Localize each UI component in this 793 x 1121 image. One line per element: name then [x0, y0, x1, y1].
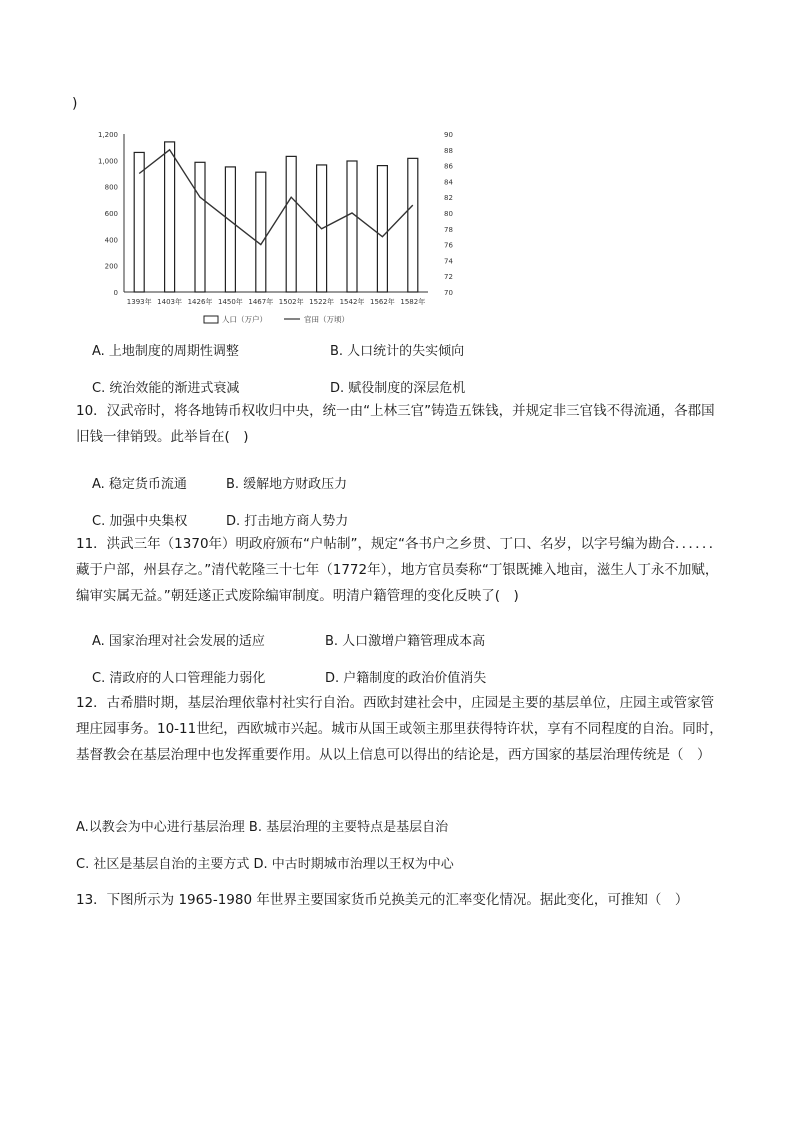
- x-tick-label: 1403年: [157, 298, 183, 306]
- q10-option-b: B. 缓解地方财政压力: [226, 477, 348, 492]
- right-tick-label: 78: [444, 225, 453, 234]
- x-tick-label: 1562年: [369, 298, 395, 306]
- population-bar: [165, 142, 175, 292]
- q11-stem: 11．洪武三年（1370年）明政府颁布“户帖制”，规定“各书户之乡贯、丁口、名岁，以字号编为勘合．．．．．．藏于户部，州县存之。”清代乾隆三十七年（1772年），地方官员奏称“丁银既摊入地亩，滋生人丁永不加赋，编审实属无益。”朝廷遂正式废除编审制度。明清户籍管理的变化反映了( ): [76, 536, 723, 604]
- population-bar: [347, 161, 357, 292]
- x-tick-label: 1542年: [339, 298, 365, 306]
- population-bar: [286, 156, 296, 292]
- right-tick-label: 72: [444, 273, 453, 282]
- legend-population-label: 人口（万户）: [222, 315, 267, 324]
- q9-option-b: B. 人口统计的失实倾向: [330, 344, 465, 359]
- left-tick-label: 400: [104, 236, 118, 245]
- q10-option-c: C. 加强中央集权: [92, 514, 188, 529]
- left-tick-label: 1,200: [97, 131, 118, 139]
- legend-land-label: 官田（万顷）: [304, 315, 349, 324]
- official-land-line: [139, 150, 413, 245]
- q12-options-ab: A.以教会为中心进行基层治理 B. 基层治理的主要特点是基层自治: [76, 820, 449, 835]
- q9-option-d: D. 赋役制度的深层危机: [330, 381, 466, 396]
- q13-stem: 13．下图所示为 1965-1980 年世界主要国家货币兑换美元的汇率变化情况。据此变化，可推知（ ）: [76, 892, 689, 908]
- left-tick-label: 1,000: [97, 157, 118, 166]
- x-tick-label: 1426年: [187, 298, 213, 306]
- right-tick-label: 70: [444, 289, 453, 297]
- q12-stem: 12．古希腊时期，基层治理依靠村社实行自治。西欧封建社会中，庄园是主要的基层单位，庄园主或管家管理庄园事务。10-11世纪，西欧城市兴起。城市从国王或领主那里获得特许状，享有不同程度的自治。同时，基督教会在基层治理中也发挥重要作用。从以上信息可以得出的结论是，西方国家的基层治理传统是（ ）: [76, 695, 723, 763]
- fragment-paren: ): [72, 96, 78, 112]
- left-tick-label: 0: [113, 289, 118, 297]
- right-tick-label: 86: [444, 162, 453, 171]
- right-tick-label: 90: [444, 131, 453, 139]
- population-bar: [225, 167, 235, 292]
- right-tick-label: 76: [444, 241, 453, 250]
- x-tick-label: 1467年: [248, 298, 274, 306]
- right-tick-label: 88: [444, 146, 453, 155]
- q11-option-c: C. 清政府的人口管理能力弱化: [92, 671, 266, 686]
- q11-option-d: D. 户籍制度的政治价值消失: [325, 671, 487, 686]
- q12-options-cd: C. 社区是基层自治的主要方式 D. 中古时期城市治理以王权为中心: [76, 857, 454, 872]
- q9-option-a: A. 上地制度的周期性调整: [92, 344, 239, 359]
- right-tick-label: 74: [444, 257, 453, 266]
- x-tick-label: 1393年: [126, 298, 152, 306]
- q10-option-a: A. 稳定货币流通: [92, 477, 187, 492]
- population-bar: [195, 162, 205, 292]
- population-bar: [408, 158, 418, 292]
- left-tick-label: 800: [104, 183, 118, 192]
- x-tick-label: 1450年: [217, 298, 243, 306]
- population-bar: [256, 172, 266, 292]
- right-tick-label: 84: [444, 178, 453, 187]
- q9-option-c: C. 统治效能的渐进式衰减: [92, 381, 240, 396]
- left-tick-label: 200: [104, 262, 118, 271]
- q11-option-a: A. 国家治理对社会发展的适应: [92, 634, 265, 649]
- left-tick-label: 600: [104, 210, 118, 218]
- population-land-chart: [88, 120, 468, 330]
- q10-stem: 10．汉武帝时，将各地铸币权收归中央，统一由“上林三官”铸造五铢钱，并规定非三官钱不得流通，各郡国旧钱一律销毁。此举旨在( ): [76, 403, 715, 445]
- x-tick-label: 1582年: [400, 298, 426, 306]
- right-tick-label: 80: [444, 210, 453, 218]
- x-tick-label: 1502年: [278, 298, 304, 306]
- q10-option-d: D. 打击地方商人势力: [226, 514, 349, 529]
- q11-option-b: B. 人口激增户籍管理成本高: [325, 634, 486, 649]
- right-tick-label: 82: [444, 194, 453, 203]
- legend-bar-swatch: [204, 316, 218, 323]
- x-tick-label: 1522年: [309, 298, 335, 306]
- population-bar: [377, 166, 387, 292]
